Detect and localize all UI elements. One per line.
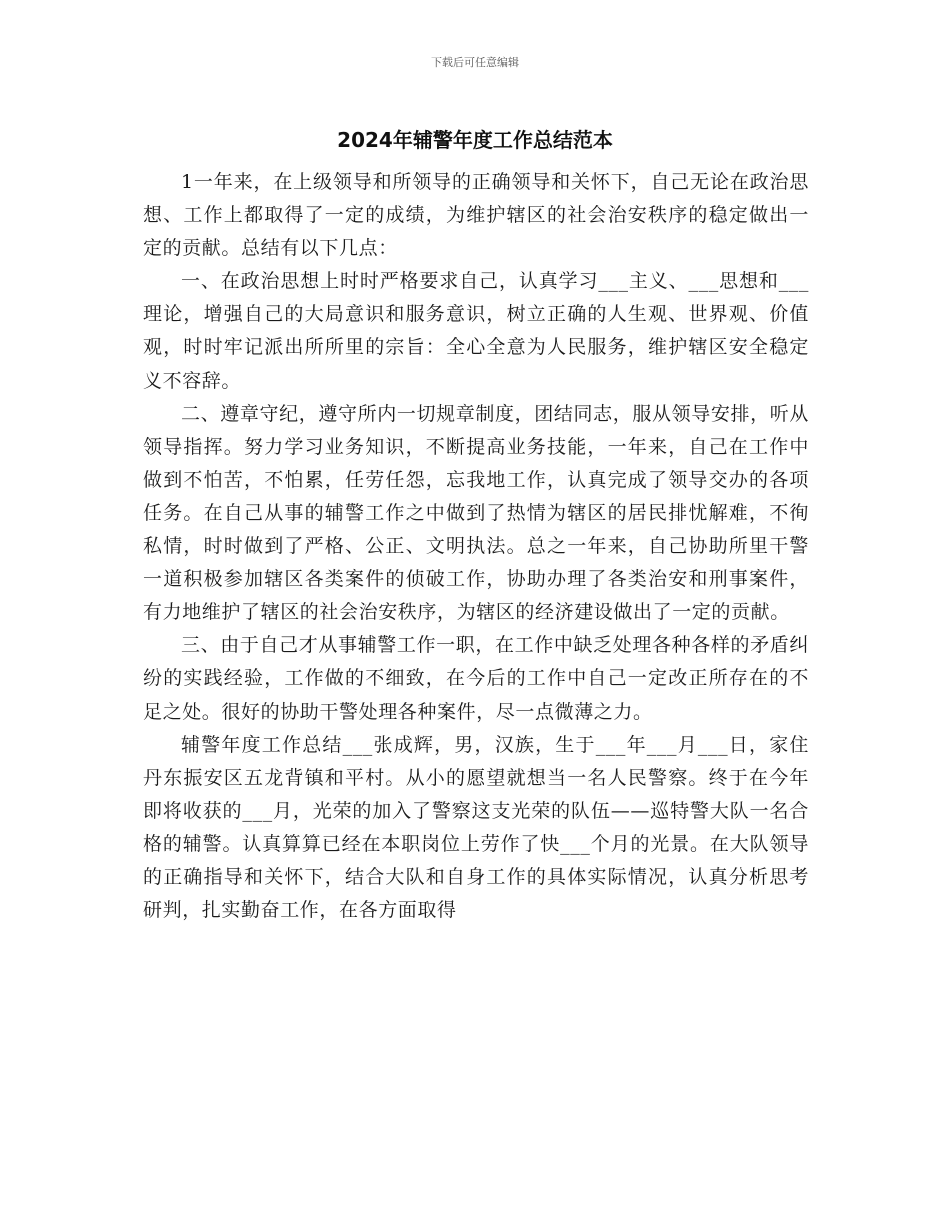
paragraph-personal-summary: 辅警年度工作总结___张成辉，男，汉族，生于___年___月___日，家住丹东振安区五龙背镇和平村。从小的愿望就想当一名人民警察。终于在今年即将收获的___月，光荣的加入了警察这支光荣的队伍——巡特警大队一名合格的辅警。认真算算已经在本职岗位上劳作了快___个月的光景。在大队领导的正确指导和关怀下，结合大队和自身工作的具体实际情况，认真分析思考研判，扎实勤奋工作，在各方面取得 [143,733,809,922]
document-body [143,166,809,927]
paragraph-shortcomings: 三、由于自己才从事辅警工作一职，在工作中缺乏处理各种各样的矛盾纠纷的实践经验，工作做的不细致，在今后的工作中自己一定改正所存在的不足之处。很好的协助干警处理各种案件，尽一点微薄之力。 [143,634,809,723]
paragraph-discipline: 二、遵章守纪，遵守所内一切规章制度，团结同志，服从领导安排，听从领导指挥。努力学习业务知识，不断提高业务技能，一年来，自己在工作中做到不怕苦，不怕累，任劳任怨，忘我地工作，认真完成了领导交办的各项任务。在自己从事的辅警工作之中做到了热情为辖区的居民排忧解难，不徇私情，时时做到了严格、公正、文明执法。总之一年来，自己协助所里干警一道积极参加辖区各类案件的侦破工作，协助办理了各类治安和刑事案件，有力地维护了辖区的社会治安秩序，为辖区的经济建设做出了一定的贡献。 [143,402,809,624]
header-note: 下载后可任意编辑 [431,56,519,69]
paragraph-political-thought: 一、在政治思想上时时严格要求自己，认真学习___主义、___思想和___理论，增强自己的大局意识和服务意识，树立正确的人生观、世界观、价值观，时时牢记派出所所里的宗旨：全心全意为人民服务，维护辖区安全稳定义不容辞。 [143,270,809,392]
paragraph-intro: 1一年来，在上级领导和所领导的正确领导和关怀下，自己无论在政治思想、工作上都取得了一定的成绩，为维护辖区的社会治安秩序的稳定做出一定的贡献。总结有以下几点： [143,171,809,260]
document-title: 2024年辅警年度工作总结范本 [337,128,613,152]
